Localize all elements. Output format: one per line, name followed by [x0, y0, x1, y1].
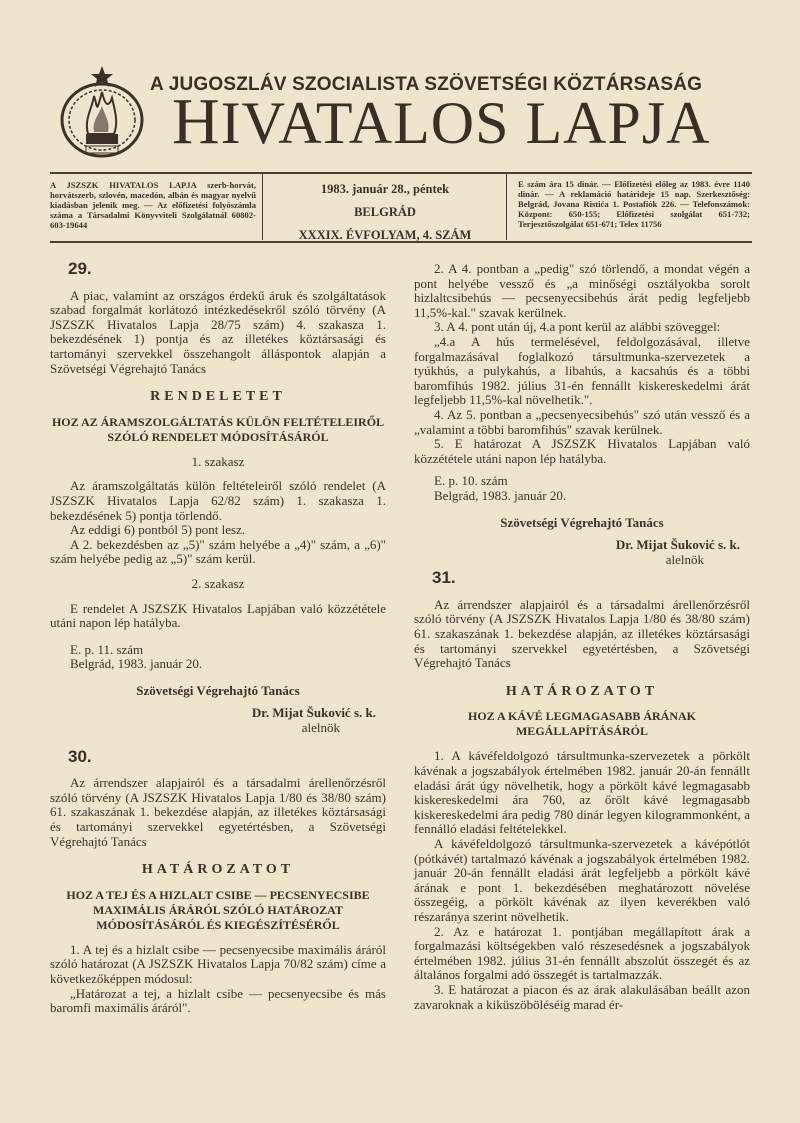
preamble: Az árrendszer alapjairól és a társadalmi árellenőrzésről szóló törvény (A JSZSZK Hivatalos Lapja 1/80 és 38/80 szám) 61. szakaszának 1. bekezdése alapján, az illetékes köztársasági és tartományi szervekkel egyetértésben, a Szövetségi Végrehajtó Tanács [50, 775, 386, 849]
paragraph: „Határozat a tej, a hizlalt csibe — pecsenyecsibe és más baromfi maximális áráról". [50, 985, 386, 1016]
paragraph: 1. A tej és a hizlalt csibe — pecsenyecsibe maximális áráról szóló határozat (A JSZSZK Hivatalos Lapja 70/82 szám) címe a következőképpen módosul: [50, 941, 386, 986]
paragraph: 2. A 4. pontban a „pedig" szó törlendő, a mondat végén a pont helyébe vessző és „a minőségi osztályokba sorolt hizlaltcsibehús — pecsenyecsibehús árát pedig legfeljebb 11,5%-kal." szavak kerülnek. [414, 261, 750, 320]
paragraph: 4. Az 5. pontban a „pecsenyecsibehús" szó után vessző és a „valamint a többi baromfihús" szavak kerülnek. [414, 406, 750, 437]
divider [262, 174, 263, 240]
item-number: 30. [68, 746, 92, 766]
issue-date: 1983. január 28., péntek [320, 182, 450, 196]
masthead-title [172, 85, 711, 158]
issue-info [272, 178, 498, 251]
paragraph: E rendelet A JSZSZK Hivatalos Lapjában való közzététele utáni napon lép hatályba. [50, 600, 386, 631]
paragraph: 2. Az e határozat 1. pontjában megállapított árak a forgalmazási költségekben való részesedésnek a jogszabályok értelmében 1982. július 31-én fennállt abszolút összegét és az általános forgalmi adó összegét is tartalmazzák. [414, 923, 750, 983]
act-type: RENDELETET [150, 389, 286, 405]
issue-city: BELGRÁD [354, 205, 416, 219]
preamble: A piac, valamint az országos érdekű áruk és szolgáltatások szabad forgalmát korlátozó intézkedésekről szóló törvény (A JSZSZK Hivatalos Lapja 28/75 szám) 4. szakasza 1. bekezdésének 1) pontja és az illetékes köztársasági és tartományi szervekkel összehangolt álláspontok alapján a Szövetségi Végrehajtó Tanács [50, 287, 386, 376]
paragraph: „4.a A hús termelésével, feldolgozásával, illetve forgalmazásával foglalkozó társultmunka-szervezetek a tyúkhús, a pulykahús, a libahús, a kacsahús és a többi baromfihús 1982. július 31-én fennállt kiskereskedelmi árát legfeljebb 11,5%-kal növelhetik.". [414, 333, 750, 408]
item-number: 31. [432, 568, 456, 588]
top-rule [50, 172, 752, 174]
left-column [50, 258, 386, 1016]
act-heading: HOZ A TEJ ÉS A HIZLALT CSIBE — PECSENYECSIBE MAXIMÁLIS ÁRÁRÓL SZÓLÓ HATÁROZAT MÓDOSÍTÁSÁRÓL ÉS KIEGÉSZÍTÉSÉRŐL [66, 887, 370, 932]
divider [506, 174, 507, 240]
act-heading: HOZ AZ ÁRAMSZOLGÁLTATÁS KÜLÖN FELTÉTELEIRŐL SZÓLÓ RENDELET MÓDOSÍTÁSÁRÓL [51, 414, 385, 444]
paragraph: 3. E határozat a piacon és az árak alakulásában beállt azon zavaroknak a kiküszöböléséig marad ér- [414, 981, 750, 1012]
section-label: 1. szakasz [191, 453, 245, 469]
issue-number: XXXIX. ÉVFOLYAM, 4. SZÁM [298, 228, 472, 242]
section-label: 2. szakasz [191, 575, 245, 591]
paragraph: 1. A kávéfeldolgozó társultmunka-szervezetek a pörkölt kávénak a jogszabályok értelmében 1982. január 20-án fennállt eladási árát úgy növelhetik, hogy a pörkölt kávé legmagasabb kiskereskedelmi ára 760, az őrölt kávé legmagasabb kiskereskedelmi ára pedig 780 dinár legyen kilogrammonként, a fennálló eladási feltételekkel. [414, 748, 750, 837]
act-type: HATÁROZATOT [505, 683, 659, 699]
signer-role: alelnök [665, 551, 704, 567]
title-rest: IVATALOS LAPJA [220, 90, 711, 156]
paragraph: 3. A 4. pont után új, 4.a pont kerül az alábbi szöveggel: [434, 319, 721, 335]
place-date: Belgrád, 1983. január 20. [70, 656, 203, 672]
paragraph: Az áramszolgáltatás külön feltételeiről szóló rendelet (A JSZSZK Hivatalos Lapja 62/82 szám) 1. szakasza 1. bekezdésének 5) pontja törlendő. [50, 478, 386, 523]
signing-body: Szövetségi Végrehajtó Tanács [136, 682, 300, 698]
item-number: 29. [68, 259, 92, 278]
act-type: HATÁROZATOT [141, 862, 295, 878]
act-heading: HOZ A KÁVÉ LEGMAGASABB ÁRÁNAK MEGÁLLAPÍTÁSÁRÓL [467, 709, 697, 739]
state-emblem-icon [58, 64, 146, 160]
signing-body: Szövetségi Végrehajtó Tanács [500, 514, 664, 530]
paragraph: Az eddigi 6) pontból 5) pont lesz. [70, 522, 246, 538]
subscription-info: E szám ára 15 dinár. — Előfizetési előleg az 1983. évre 1140 dinár. — A reklamáció határideje 15 nap. Szerkesztőség: Belgrád, Jovana Ristića 1. Postafiók 226. — Telefonszámok: Központ: 650-155; Előfizetési szolgálat 651-732; Terjesztőszolgálat 651-671; Telex 11756 [518, 179, 750, 229]
reference-number: E. p. 11. szám [70, 641, 144, 657]
reference-number: E. p. 10. szám [434, 473, 508, 489]
signer-role: alelnök [301, 720, 340, 736]
right-column [414, 262, 750, 1012]
masthead-subtitle: A JUGOSZLÁV SZOCIALISTA SZÖVETSÉGI KÖZTÁRSASÁG [150, 74, 703, 95]
preamble: Az árrendszer alapjairól és a társadalmi árellenőrzésről szóló törvény (A JSZSZK Hivatalos Lapja 1/80 és 38/80 szám) 61. szakaszának 1. bekezdése alapján, az illetékes köztársasági és tartományi szervekkel egyetértésben, a Szövetségi Végrehajtó Tanács [414, 596, 750, 671]
title-initial: H [172, 85, 221, 158]
publication-info: A JSZSZK HIVATALOS LAPJA szerb-horvát, horvátszerb, szlovén, macedón, albán és magyar nyelvű kiadásban jelenik meg. — Az előfizetési folyószámla száma a Társadalmi Könyvviteli Szolgálatnál 60802-603-19644 [50, 180, 256, 230]
paragraph: 5. E határozat A JSZSZK Hivatalos Lapjában való közzététele utáni napon lép hatályba. [414, 436, 750, 466]
paragraph: A 2. bekezdésben az „5)" szám helyébe a „4)" szám, a „6)" szám helyébe pedig az „5)" szám kerül. [50, 536, 386, 567]
paragraph: A kávéfeldolgozó társultmunka-szervezetek a kávépótlót (pótkávét) tartalmazó kávénak a jogszabályok értelmében 1982. január 20-án fennállt eladási árát legfeljebb a pörkölt kávé árának e pont 1. bekezdésében meghatározott növelése összegéig, a pörkölt kávénak az ilyen keverékben való részaránya szerint növelhetik. [414, 836, 750, 924]
signer-name: Dr. Mijat Šuković s. k. [615, 537, 740, 553]
signer-name: Dr. Mijat Šuković s. k. [251, 705, 376, 721]
place-date: Belgrád, 1983. január 20. [434, 487, 567, 503]
